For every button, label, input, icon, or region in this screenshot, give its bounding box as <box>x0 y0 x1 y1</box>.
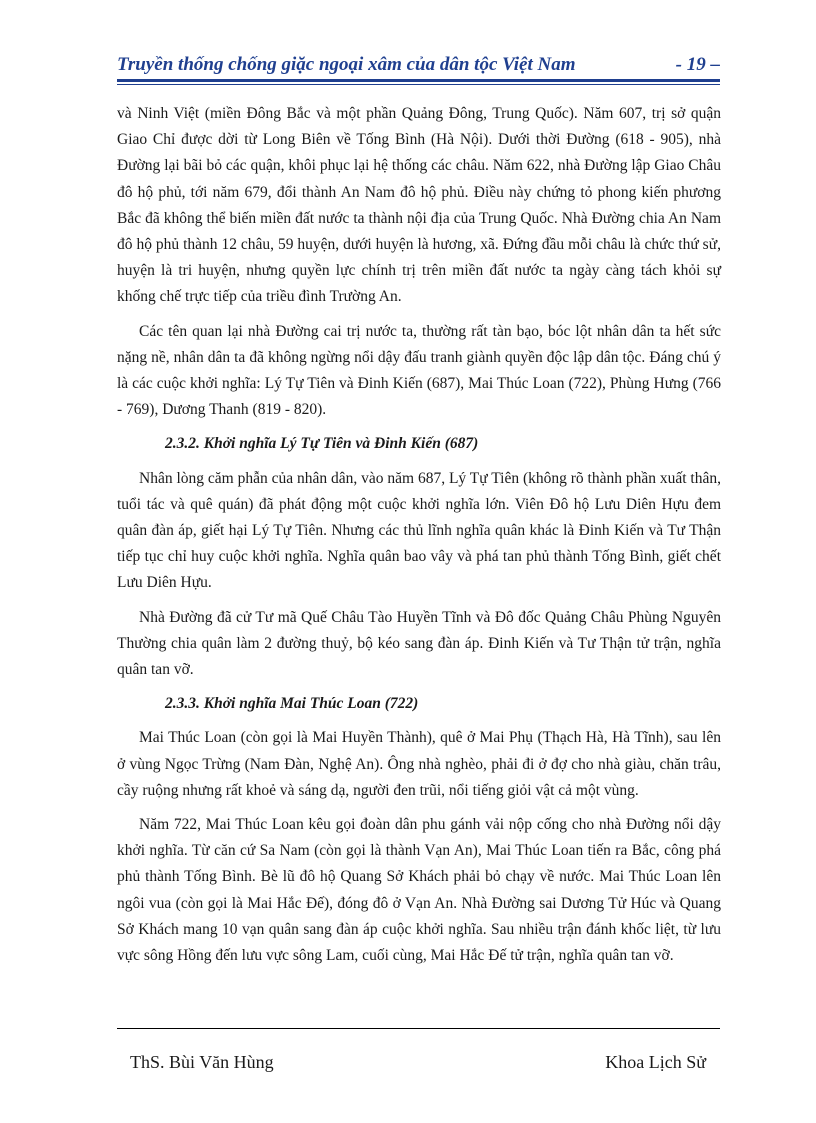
footer-rule <box>117 1028 720 1029</box>
header-rule-thin <box>117 84 720 85</box>
page-header <box>117 46 720 76</box>
page-number: - 19 – <box>675 54 720 75</box>
paragraph: Mai Thúc Loan (còn gọi là Mai Huyền Thành), quê ở Mai Phụ (Thạch Hà, Hà Tĩnh), sau lên ở vùng Ngọc Trừng (Nam Đàn, Nghệ An). Ông nhà nghèo, phải đi ở đợ cho nhà giàu, chăn trâu, cầy ruộng nhưng rất khoẻ và sáng dạ, người đen trũi, nổi tiếng giỏi vật cả một vùng. <box>117 729 721 799</box>
section-heading-2-3-2: 2.3.2. Khởi nghĩa Lý Tự Tiên và Đinh Kiến (687) <box>165 435 479 453</box>
page-body <box>117 101 721 977</box>
footer-department: Khoa Lịch Sử <box>605 1052 706 1072</box>
page-footer <box>130 1052 706 1073</box>
paragraph: Nhân lòng căm phẫn của nhân dân, vào năm 687, Lý Tự Tiên (không rõ thành phần xuất thân, tuổi tác và quê quán) đã phát động một cuộc khởi nghĩa lớn. Viên Đô hộ Lưu Diên Hựu đem quân đàn áp, giết hại Lý Tự Tiên. Nhưng các thủ lĩnh nghĩa quân khác là Đinh Kiến và Tư Thận tiếp tục chỉ huy cuộc khởi nghĩa. Nghĩa quân bao vây và phá tan phủ thành Tống Bình, giết chết Lưu Diên Hựu. <box>117 469 721 592</box>
paragraph: và Ninh Việt (miền Đông Bắc và một phần Quảng Đông, Trung Quốc). Năm 607, trị sở quận Giao Chỉ được dời từ Long Biên về Tống Bình (Hà Nội). Dưới thời Đường (618 - 905), nhà Đường lại bãi bỏ các quận, khôi phục lại hệ thống các châu. Năm 622, nhà Đường lập Giao Châu đô hộ phủ, tới năm 679, đổi thành An Nam đô hộ phủ. Điều này chứng tỏ phong kiến phương Bắc đã không thể biến miền đất nước ta thành nội địa của Trung Quốc. Nhà Đường chia An Nam đô hộ phủ thành 12 châu, 59 huyện, dưới huyện là hương, xã. Đứng đầu mỗi châu là chức thứ sử, huyện là tri huyện, nhưng quyền lực chính trị trên miền đất nước ta ngày càng tách khỏi sự khống chế trực tiếp của triều đình Trường An. <box>117 105 721 306</box>
footer-author: ThS. Bùi Văn Hùng <box>130 1052 274 1072</box>
paragraph: Năm 722, Mai Thúc Loan kêu gọi đoàn dân phu gánh vải nộp cống cho nhà Đường nổi dậy khởi nghĩa. Từ căn cứ Sa Nam (còn gọi là thành Vạn An), Mai Thúc Loan tiến ra Bắc, công phá phủ thành Tống Bình. Bè lũ đô hộ Quang Sở Khách phải bỏ chạy về nước. Mai Thúc Loan lên ngôi vua (còn gọi là Mai Hắc Đế), đóng đô ở Vạn An. Nhà Đường sai Dương Tử Húc và Quang Sở Khách mang 10 vạn quân sang đàn áp cuộc khởi nghĩa. Sau nhiều trận đánh khốc liệt, từ lưu vực sông Hồng đến lưu vực sông Lam, cuối cùng, Mai Hắc Đế tử trận, nghĩa quân tan vỡ. <box>117 816 721 965</box>
section-heading-2-3-3: 2.3.3. Khởi nghĩa Mai Thúc Loan (722) <box>165 695 419 713</box>
paragraph: Nhà Đường đã cử Tư mã Quế Châu Tào Huyền Tĩnh và Đô đốc Quảng Châu Phùng Nguyên Thường chia quân làm 2 đường thuỷ, bộ kéo sang đàn áp. Đinh Kiến và Tư Thận tử trận, nghĩa quân tan vỡ. <box>117 608 721 679</box>
header-rule <box>117 79 720 82</box>
header-title: Truyền thống chống giặc ngoại xâm của dân tộc Việt Nam <box>117 54 576 75</box>
paragraph: Các tên quan lại nhà Đường cai trị nước ta, thường rất tàn bạo, bóc lột nhân dân ta hết sức nặng nề, nhân dân ta đã không ngừng nổi dậy đấu tranh giành quyền độc lập dân tộc. Đáng chú ý là các cuộc khởi nghĩa: Lý Tự Tiên và Đinh Kiến (687), Mai Thúc Loan (722), Phùng Hưng (766 - 769), Dương Thanh (819 - 820). <box>117 322 721 419</box>
